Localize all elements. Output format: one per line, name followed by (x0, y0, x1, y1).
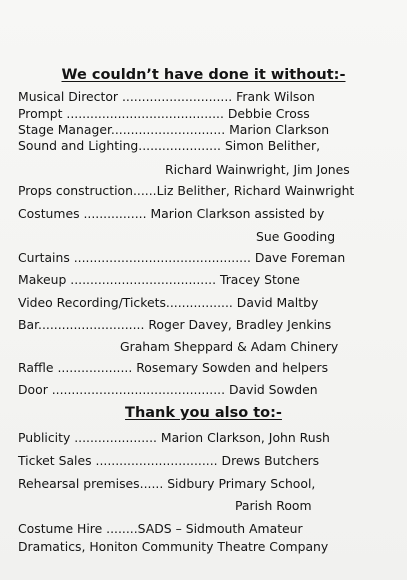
credit-line-costumes-cont: Sue Gooding (256, 229, 336, 244)
credit-line-door: Door ............................................ David Sowden (18, 382, 318, 397)
credit-line-makeup: Makeup ..................................... Tracey Stone (18, 272, 300, 287)
credit-line-sound-lighting-cont: Richard Wainwright, Jim Jones (165, 162, 350, 177)
thanks-line-publicity: Publicity ..................... Marion Clarkson, John Rush (18, 430, 330, 445)
credit-line-prompt: Prompt ........................................ Debbie Cross (18, 106, 310, 121)
credit-line-costumes: Costumes ................ Marion Clarkson assisted by (18, 206, 325, 221)
acknowledgements-heading: We couldn’t have done it without:- (61, 67, 346, 83)
thanks-line-rehearsal-cont: Parish Room (235, 498, 312, 513)
thanks-line-ticket-sales: Ticket Sales ............................... Drews Butchers (18, 453, 320, 468)
thanks-line-costume-hire-cont: Dramatics, Honiton Community Theatre Company (18, 539, 329, 554)
credit-line-video-tickets: Video Recording/Tickets................. David Maltby (18, 295, 319, 310)
credit-line-bar: Bar........................... Roger Davey, Bradley Jenkins (18, 317, 332, 332)
credit-line-curtains: Curtains ............................................. Dave Foreman (18, 250, 346, 265)
credit-line-sound-lighting: Sound and Lighting..................... Simon Belither, (18, 138, 321, 153)
thanks-line-costume-hire: Costume Hire ........SADS – Sidmouth Amateur (18, 521, 303, 536)
thanks-line-rehearsal: Rehearsal premises...... Sidbury Primary School, (18, 476, 316, 491)
credit-line-bar-cont: Graham Sheppard & Adam Chinery (120, 339, 339, 354)
credit-line-musical-director: Musical Director ............................ Frank Wilson (18, 89, 315, 104)
credit-line-raffle: Raffle ................... Rosemary Sowden and helpers (18, 360, 329, 375)
credit-line-props: Props construction......Liz Belither, Richard Wainwright (18, 183, 355, 198)
thanks-heading: Thank you also to:- (125, 405, 282, 421)
credit-line-stage-manager: Stage Manager............................. Marion Clarkson (18, 122, 330, 137)
